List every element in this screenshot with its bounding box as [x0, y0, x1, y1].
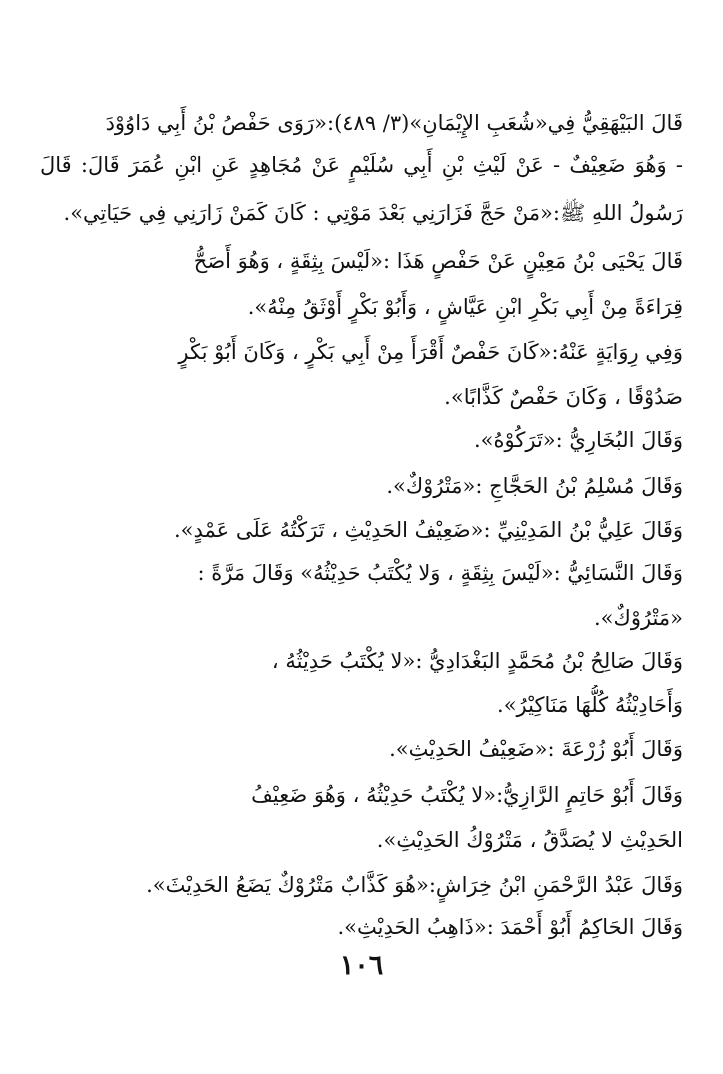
text-line-5: قِرَاءَةً مِنْ أَبِي بَكْرِ ابْنِ عَيَّاشٍ ، وَأَبُوْ بَكْرٍ أَوْثَقُ مِنْهُ». — [247, 295, 683, 319]
text-line-18: وَقَالَ عَبْدُ الرَّحْمَنِ ابْنُ خِرَاشٍ:«هُوَ كَذَّابٌ مَتْرُوْكٌ يَضَعُ الحَدِيْثَ». — [146, 873, 683, 897]
text-line-8: وَقَالَ البُخَارِيُّ :«تَرَكُوْهُ». — [473, 428, 683, 452]
text-line-2: - وَهُوَ ضَعِيْفٌ - عَنْ لَيْثِ بْنِ أَبِي سُلَيْمٍ عَنْ مُجَاهِدٍ عَنِ ابْنِ عُمَرَ قَالَ: قَالَ — [40, 153, 683, 177]
text-line-1: قَالَ البَيْهَقِيُّ فِي«شُعَبِ الإِيْمَانِ»(٣/ ٤٨٩):«رَوَى حَفْصُ بْنُ أَبِي دَاوُوْدَ — [105, 111, 683, 135]
text-line-6: وَفِي رِوَايَةٍ عَنْهُ:«كَانَ حَفْصٌ أَقْرَأَ مِنْ أَبِي بَكْرٍ ، وَكَانَ أَبُوْ بَكْرٍ — [178, 340, 683, 364]
text-line-13: وَقَالَ صَالِحُ بْنُ مُحَمَّدٍ البَغْدَادِيُّ :«لا يُكْتَبُ حَدِيْثُهُ ، — [271, 649, 683, 673]
text-line-17: الحَدِيْثِ لا يُصَدَّقُ ، مَتْرُوْكُ الحَدِيْثِ». — [376, 828, 683, 852]
text-line-14: وَأَحَادِيْثُهُ كُلُّهَا مَنَاكِيْرُ». — [497, 693, 683, 717]
text-line-7: صَدُوْقًا ، وَكَانَ حَفْصٌ كَذَّابًا». — [444, 385, 683, 409]
text-line-16: وَقَالَ أَبُوْ حَاتِمٍ الرَّازِيُّ:«لا يُكْتَبُ حَدِيْثُهُ ، وَهُوَ ضَعِيْفُ — [251, 783, 683, 807]
text-line-3: رَسُولُ اللهِ ﷺ:«مَنْ حَجَّ فَزَارَنِي بَعْدَ مَوْتِي : كَانَ كَمَنْ زَارَنِي فِي حَيَاتِي». — [63, 201, 683, 225]
text-line-9: وَقَالَ مُسْلِمُ بْنُ الحَجَّاجِ :«مَتْرُوْكٌ». — [386, 474, 683, 498]
text-line-11: وَقَالَ النَّسَائِيُّ :«لَيْسَ بِثِقَةٍ ، وَلا يُكْتَبُ حَدِيْثُهُ» وَقَالَ مَرَّةً : — [197, 561, 683, 585]
text-line-19: وَقَالَ الحَاكِمُ أَبُوْ أَحْمَدَ :«ذَاهِبُ الحَدِيْثِ». — [337, 915, 683, 939]
text-line-10: وَقَالَ عَلِيُّ بْنُ المَدِيْنِيِّ :«ضَعِيْفُ الحَدِيْثِ ، تَرَكْتُهُ عَلَى عَمْدٍ». — [173, 518, 683, 542]
text-line-15: وَقَالَ أَبُوْ زُرْعَةَ :«ضَعِيْفُ الحَدِيْثِ». — [389, 737, 683, 761]
text-line-12: «مَتْرُوْكٌ». — [594, 606, 683, 630]
page-number: ١٠٦ — [339, 950, 384, 981]
text-line-4: قَالَ يَحْيَى بْنُ مَعِيْنٍ عَنْ حَفْصٍ هَذَا :«لَيْسَ بِثِقَةٍ ، وَهُوَ أَصَحُّ — [193, 249, 683, 273]
